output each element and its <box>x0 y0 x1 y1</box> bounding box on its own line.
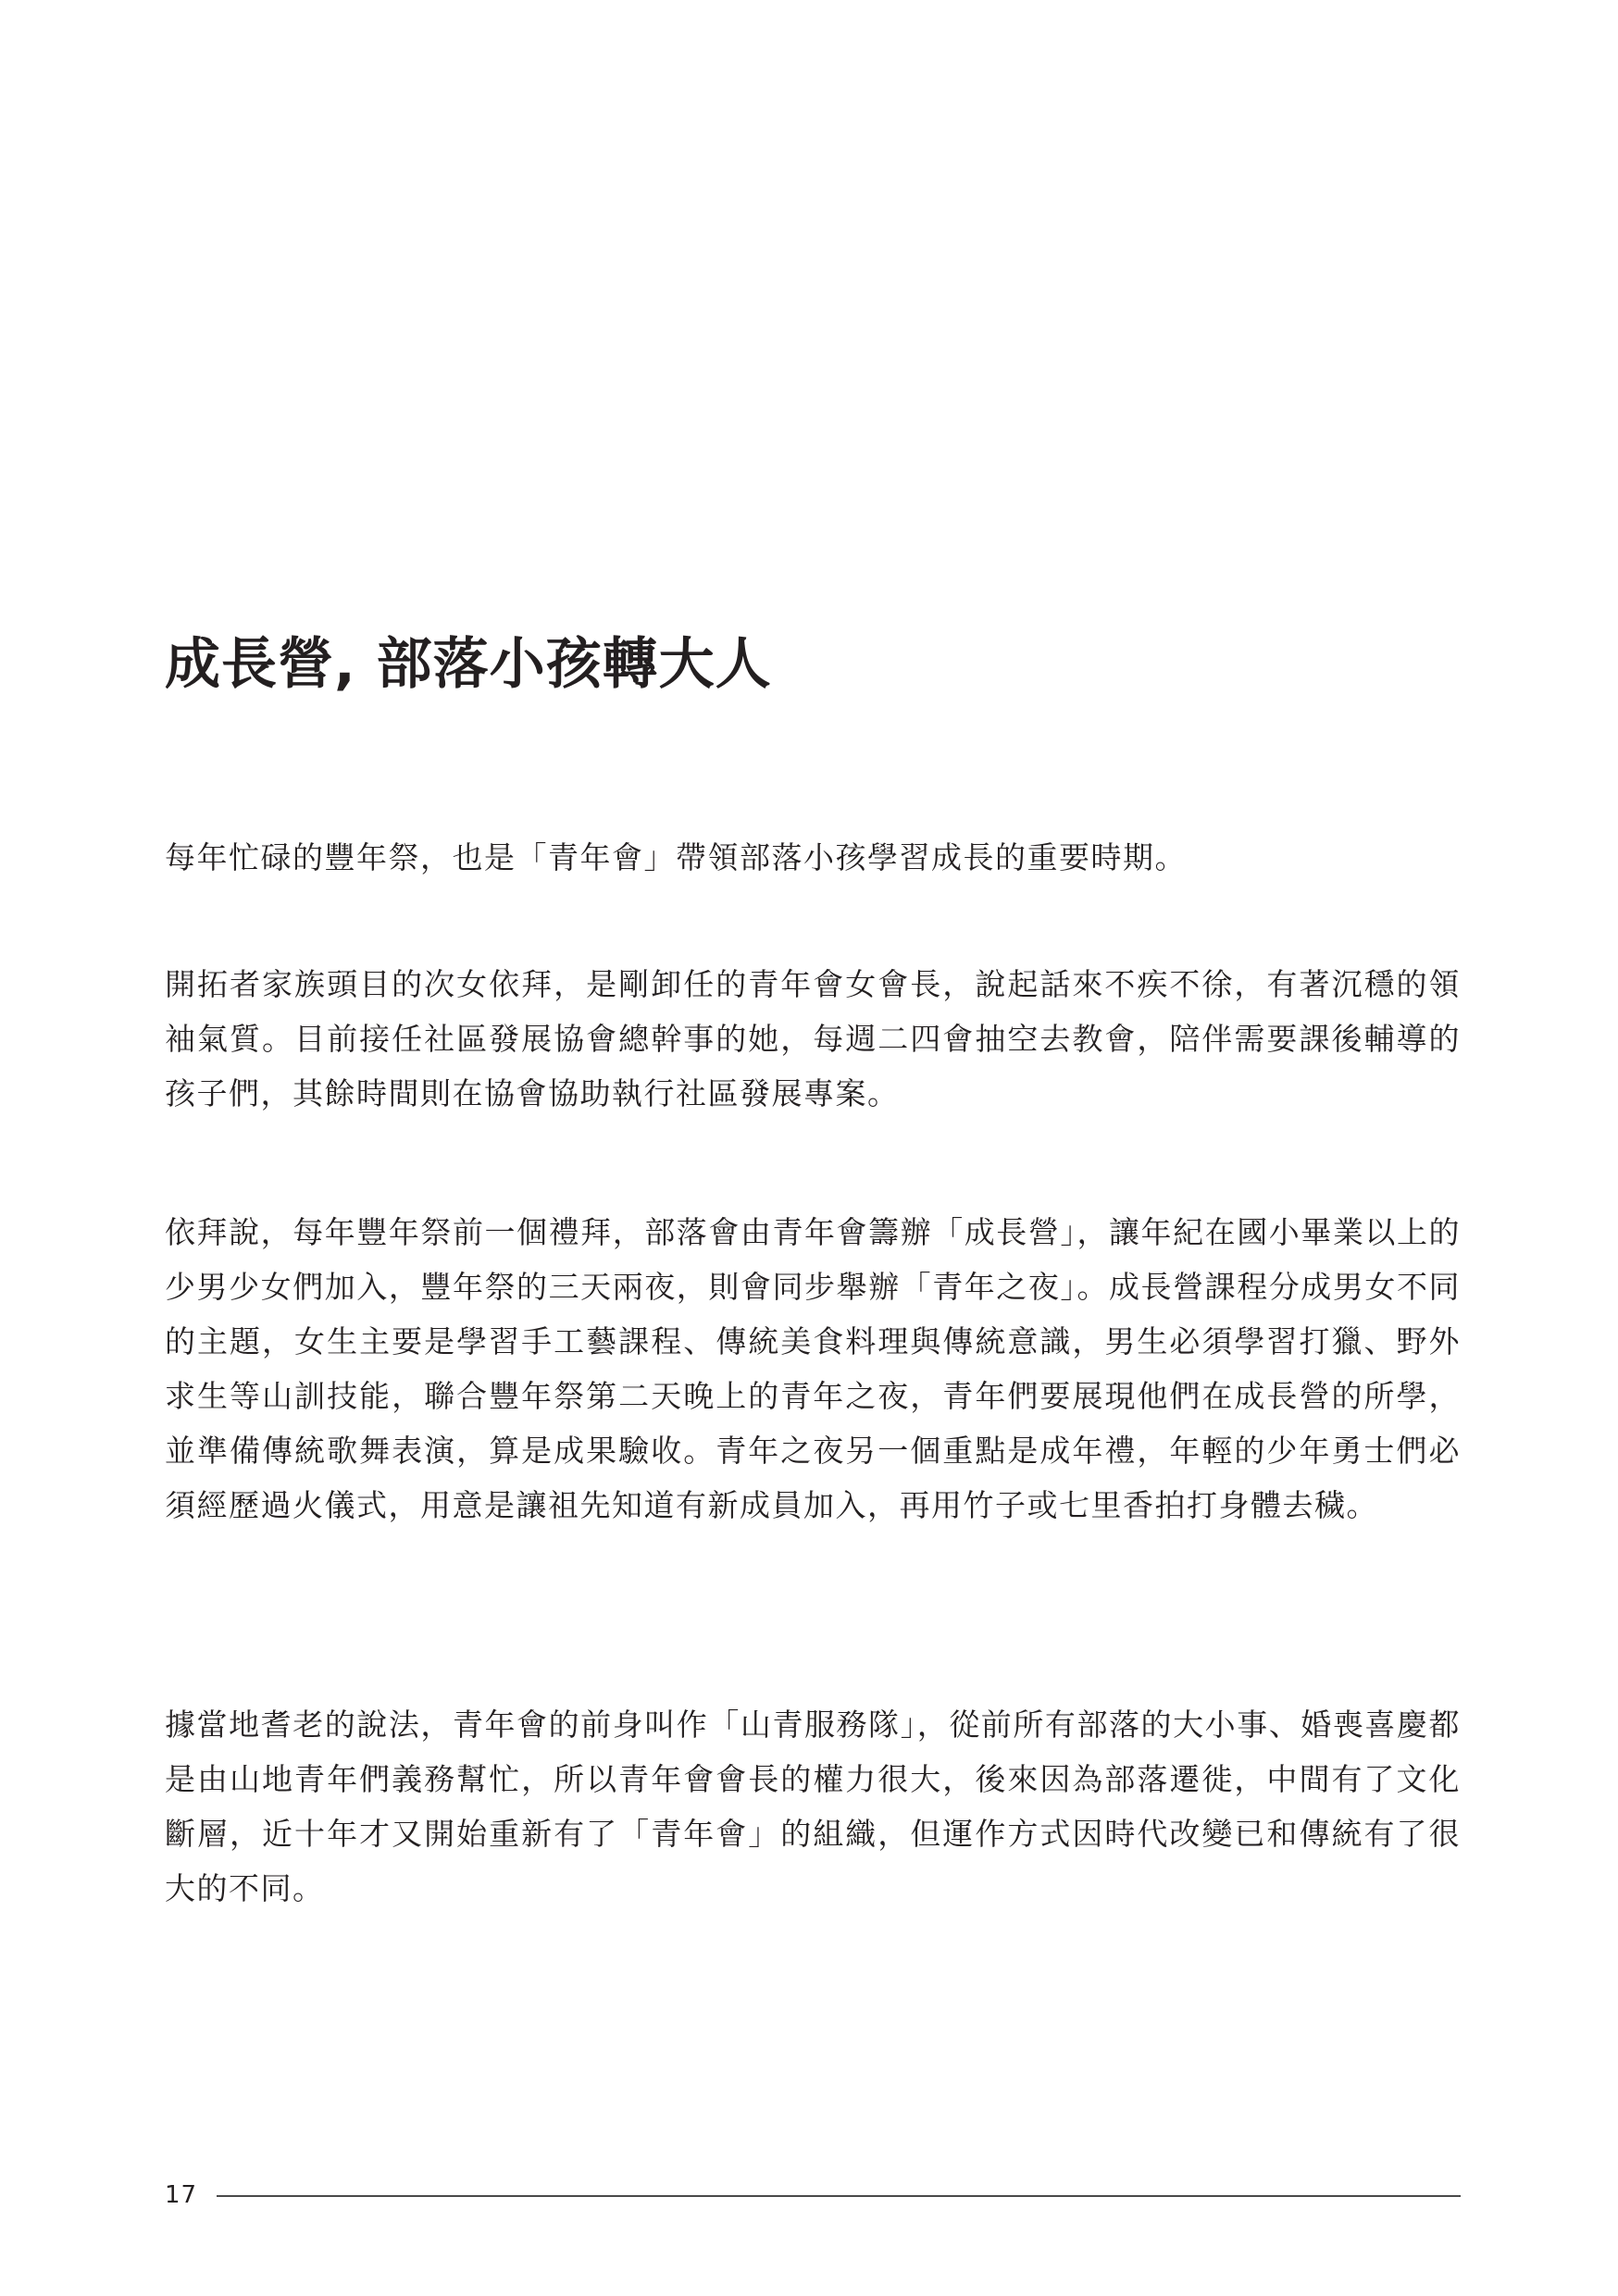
footer-divider <box>217 2195 1461 2197</box>
page-number: 17 <box>165 2181 198 2209</box>
paragraph-yibai: 開拓者家族頭目的次女依拜，是剛卸任的青年會女會長，說起話來不疾不徐，有著沉穩的領袖氣質。目前接任社區發展協會總幹事的她，每週二四會抽空去教會，陪伴需要課後輔導的孩子們，其餘時間則在協會協助執行社區發展專案。 <box>165 966 1461 1111</box>
paragraph-intro: 每年忙碌的豐年祭，也是「青年會」帶領部落小孩學習成長的重要時期。 <box>165 839 1187 875</box>
paragraph-youth-association-history: 據當地耆老的說法，青年會的前身叫作「山青服務隊」，從前所有部落的大小事、婚喪喜慶都是由山地青年們義務幫忙，所以青年會會長的權力很大，後來因為部落遷徙，中間有了文化斷層，近十年才又開始重新有了「青年會」的組織，但運作方式因時代改變已和傳統有了很大的不同。 <box>165 1706 1461 1906</box>
section-title: 成長營, 部落小孩轉大人 <box>165 632 772 697</box>
page-footer <box>165 2177 1461 2214</box>
paragraph-growth-camp: 依拜說，每年豐年祭前一個禮拜，部落會由青年會籌辦「成長營」，讓年紀在國小畢業以上的少男少女們加入，豐年祭的三天兩夜，則會同步舉辦「青年之夜」。成長營課程分成男女不同的主題，女生主要是學習手工藝課程、傳統美食料理與傳統意識，男生必須學習打獵、野外求生等山訓技能，聯合豐年祭第二天晚上的青年之夜，青年們要展現他們在成長營的所學，並準備傳統歌舞表演，算是成果驗收。青年之夜另一個重點是成年禮，年輕的少年勇士們必須經歷過火儀式，用意是讓祖先知道有新成員加入，再用竹子或七里香拍打身體去穢。 <box>165 1214 1461 1523</box>
